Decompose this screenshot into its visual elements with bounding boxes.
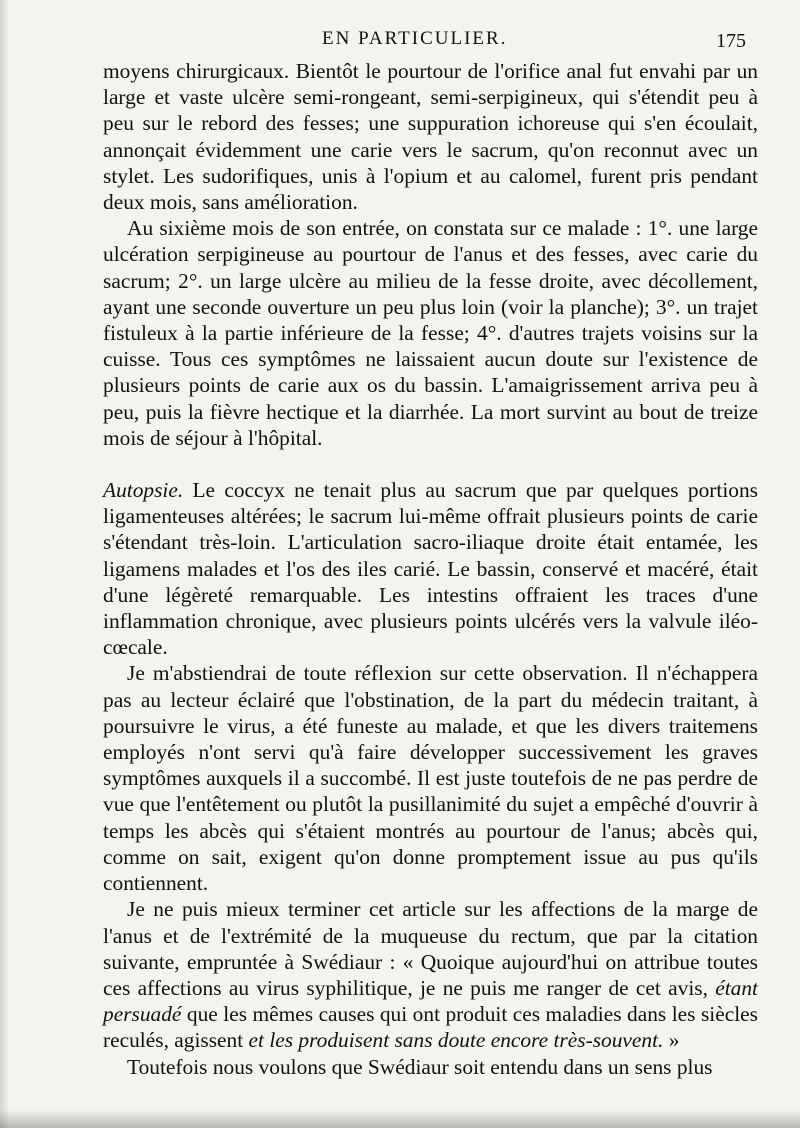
- text-run: que les mêmes causes qui ont produit ces maladies dans les siècles reculés, agissent: [103, 1002, 758, 1053]
- paragraph: [103, 215, 758, 451]
- text-run: Je m'abstiendrai de toute réflexion sur cette observation. Il n'échappera pas au lecteur éclairé que l'obstination, de la part du médecin traitant, à poursuivre le virus, a été funeste au malade, et que les divers traitemens employés n'ont servi qu'à faire développer successivement les graves symptômes auxquels il a succombé. Il est juste toutefois de ne pas perdre de vue que l'entêtement ou plutôt la pusillanimité du sujet a empêché d'ouvrir à temps les abcès qui s'étaient montrés au pourtour de l'anus; abcès qui, comme on sait, exigent qu'on donne promptement issue au pus qu'ils contiennent.: [103, 661, 758, 896]
- page-edge-shadow: [0, 0, 10, 1128]
- text-run: moyens chirurgicaux. Bientôt le pourtour de l'orifice anal fut envahi par un large et vaste ulcère semi-rongeant, semi-serpigineux, qui s'étendit peu à peu sur le rebord des fesses; une suppuration ichoreuse qui s'en écoulait, annonçait évidemment une carie vers le sacrum, qu'on reconnut avec un stylet. Les sudorifiques, unis à l'opium et au calomel, furent pris pendant deux mois, sans amélioration.: [103, 59, 758, 215]
- paragraph: [103, 1054, 758, 1080]
- paragraph: [103, 477, 758, 660]
- italic-text: et les produisent sans doute encore très-souvent.: [248, 1028, 664, 1053]
- text-run: Le coccyx ne tenait plus au sacrum que par quelques portions ligamenteuses altérées; le sacrum lui-même offrait plusieurs points de carie s'étendant très-loin. L'articulation sacro-iliaque droite était entamée, les ligamens malades et l'os des iles carié. Le bassin, conservé et macéré, était d'une légèreté remarquable. Les intestins offraient les traces d'une inflammation chronique, avec plusieurs points ulcérés vers la valvule iléo-cœcale.: [103, 478, 758, 660]
- text-run: »: [663, 1028, 680, 1053]
- paragraph: [103, 896, 758, 1053]
- page-header: [0, 22, 800, 62]
- page-number: 175: [716, 30, 746, 52]
- text-run: Je ne puis mieux terminer cet article sur les affections de la marge de l'anus et de l'extrémité de la muqueuse du rectum, que par la citation suivante, empruntée à Swédiaur : « Quoique aujourd'hui on attribue toutes ces affections au virus syphilitique, je ne puis me ranger de cet avis,: [103, 897, 758, 1000]
- running-title: EN PARTICULIER.: [322, 28, 508, 49]
- paragraph: [103, 660, 758, 896]
- page-bottom-shadow: [0, 1110, 800, 1128]
- body-text: [103, 58, 758, 1080]
- italic-text: étant persuadé: [103, 975, 758, 1027]
- paragraph: [103, 58, 758, 215]
- text-run: Toutefois nous voulons que Swédiaur soit entendu dans un sens plus: [127, 1054, 713, 1079]
- text-run: Au sixième mois de son entrée, on constata sur ce malade : 1°. une large ulcération serpigineuse au pourtour de l'anus et des fesses, avec carie du sacrum; 2°. un large ulcère au milieu de la fesse droite, avec décollement, ayant une seconde ouverture un peu plus loin (voir la planche); 3°. un trajet fistuleux à la partie inférieure de la fesse; 4°. d'autres trajets voisins sur la cuisse. Tous ces symptômes ne laissaient aucun doute sur l'existence de plusieurs points de carie aux os du bassin. L'amaigrissement arriva peu à peu, puis la fièvre hectique et la diarrhée. La mort survint au bout de treize mois de séjour à l'hôpital.: [103, 216, 758, 450]
- italic-text: Autopsie.: [103, 478, 184, 503]
